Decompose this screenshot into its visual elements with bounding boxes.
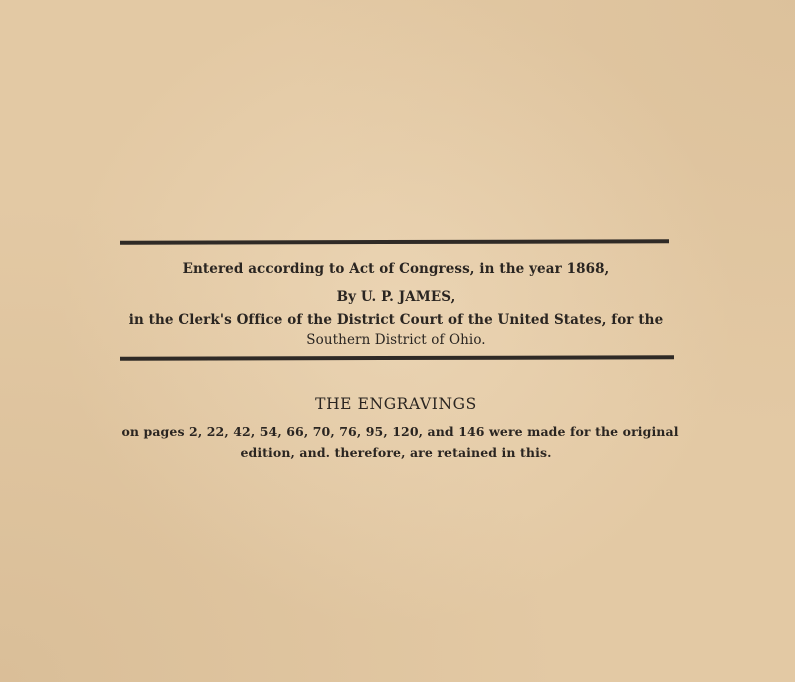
engravings-note-line-2: edition, and. therefore, are retained in this. — [240, 445, 552, 460]
copyright-district-line: Southern District of Ohio. — [306, 332, 486, 348]
copyright-office-line: in the Clerk's Office of the District Court of the United States, for the — [128, 312, 664, 328]
copyright-entry-line: Entered according to Act of Congress, in the year 1868, — [182, 261, 610, 277]
copyright-author-line: By U. P. JAMES, — [336, 289, 456, 305]
bottom-divider-rule — [120, 355, 674, 360]
top-divider-rule — [120, 239, 669, 244]
engravings-note-line-1: on pages 2, 22, 42, 54, 66, 70, 76, 95, 120, and 146 were made for the original — [121, 424, 679, 439]
engravings-heading: THE ENGRAVINGS — [315, 395, 477, 413]
